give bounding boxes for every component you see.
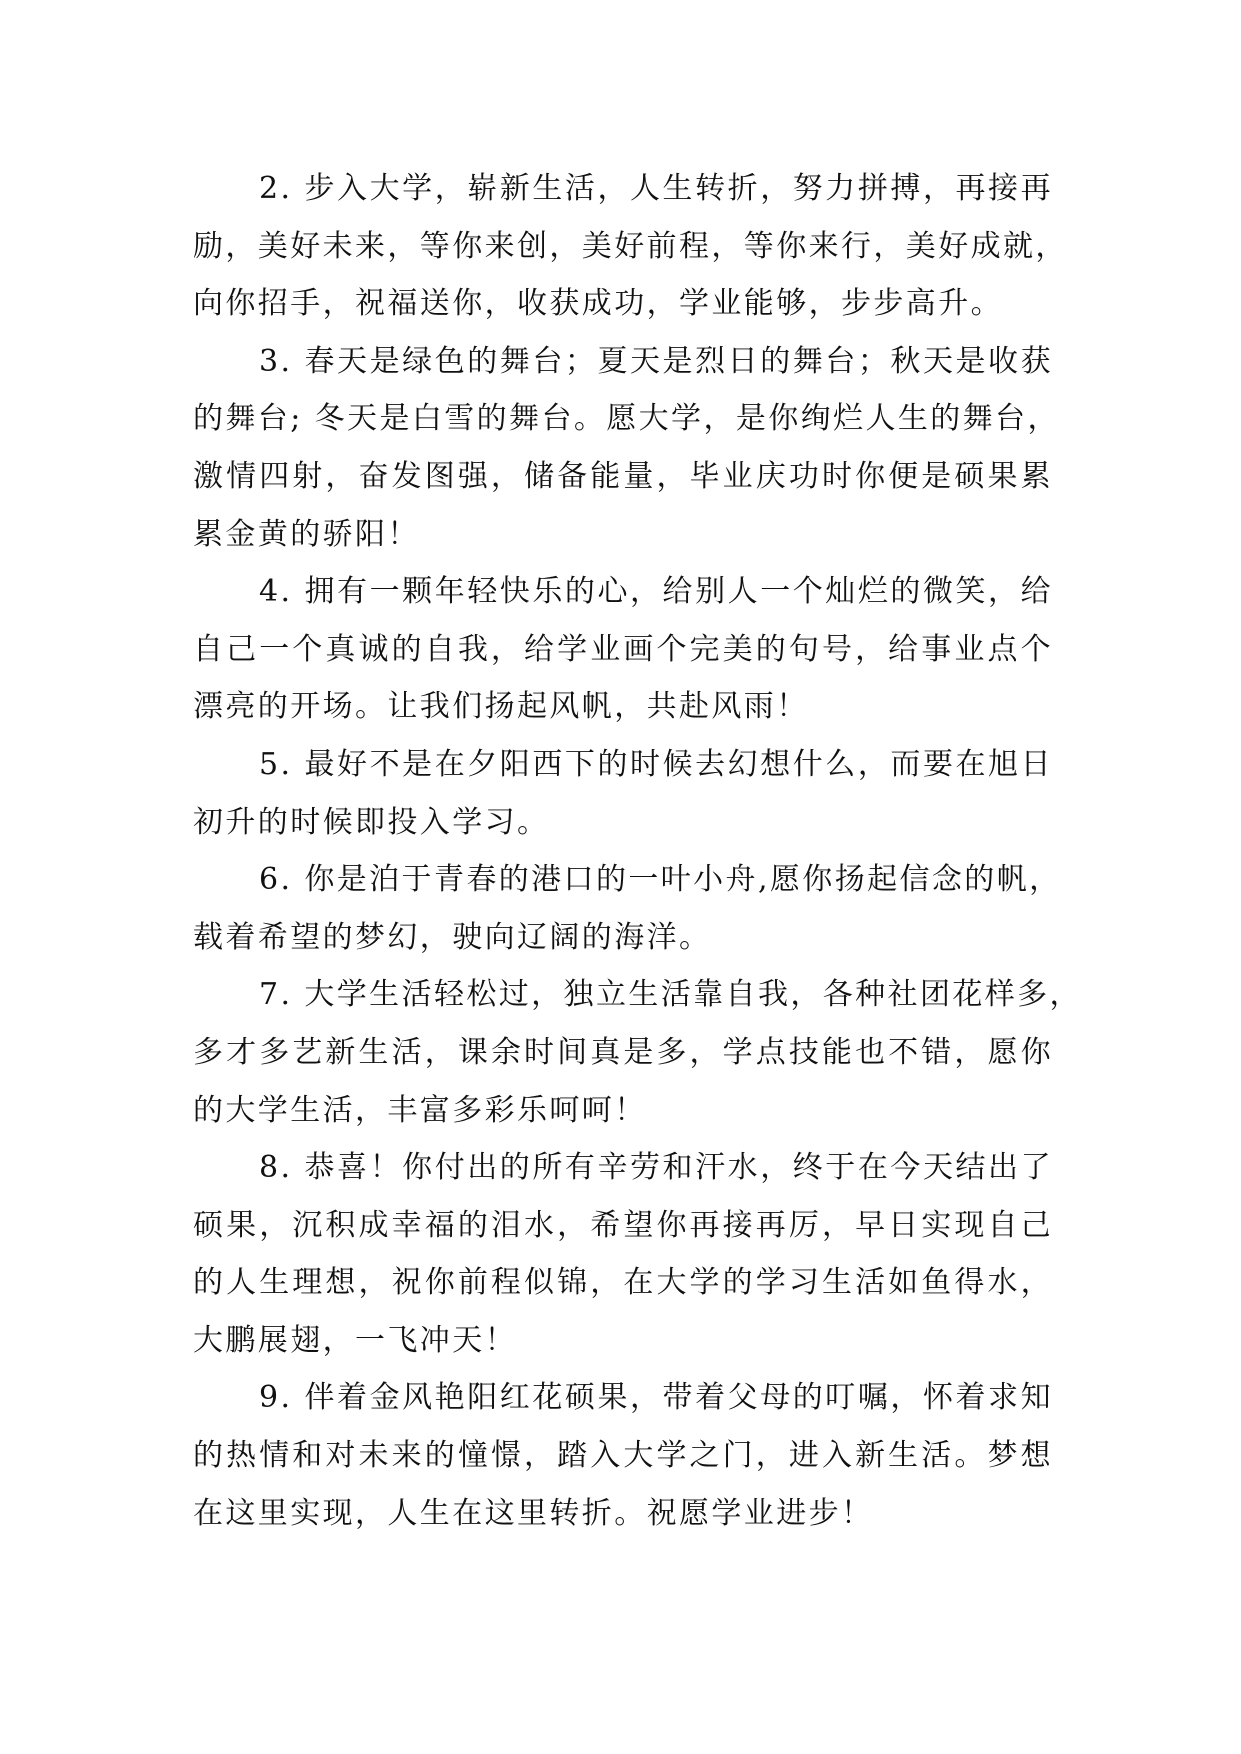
paragraph-line: 7. 大学生活轻松过，独立生活靠自我，各种社团花样多， <box>259 977 1082 1013</box>
paragraph-line: 6. 你是泊于青春的港口的一叶小舟,愿你扬起信念的帆， <box>259 862 1062 898</box>
paragraph-5 <box>193 736 1053 851</box>
paragraph-line: 硕果，沉积成幸福的泪水，希望你再接再厉，早日实现自己 <box>193 1207 1053 1243</box>
paragraph-line: 5. 最好不是在夕阳西下的时候去幻想什么，而要在旭日 <box>259 746 1053 782</box>
paragraph-line: 在这里实现，人生在这里转折。祝愿学业进步！ <box>193 1495 874 1531</box>
paragraph-4 <box>193 563 1053 736</box>
paragraph-line: 励，美好未来，等你来创，美好前程，等你来行，美好成就， <box>193 228 1068 264</box>
paragraph-line: 8. 恭喜！你付出的所有辛劳和汗水，终于在今天结出了 <box>259 1150 1053 1186</box>
paragraph-line: 的人生理想，祝你前程似锦，在大学的学习生活如鱼得水， <box>193 1265 1053 1301</box>
paragraph-line: 载着希望的梦幻，驶向辽阔的海洋。 <box>193 919 712 955</box>
paragraph-line: 自己一个真诚的自我，给学业画个完美的句号，给事业点个 <box>193 631 1053 667</box>
paragraph-line: 的热情和对未来的憧憬，踏入大学之门，进入新生活。梦想 <box>193 1438 1053 1474</box>
paragraph-line: 3. 春天是绿色的舞台；夏天是烈日的舞台；秋天是收获 <box>259 343 1053 379</box>
paragraph-line: 初升的时候即投入学习。 <box>193 804 550 840</box>
paragraph-9 <box>193 1369 1053 1542</box>
paragraph-line: 2. 步入大学，崭新生活，人生转折，努力拼搏，再接再 <box>259 171 1053 206</box>
paragraph-7 <box>193 966 1082 1139</box>
paragraph-line: 漂亮的开场。让我们扬起风帆，共赴风雨！ <box>193 689 809 725</box>
paragraph-line: 多才多艺新生活，课余时间真是多，学点技能也不错，愿你 <box>193 1034 1053 1070</box>
paragraph-8 <box>193 1139 1053 1369</box>
paragraph-line: 激情四射，奋发图强，储备能量，毕业庆功时你便是硕果累 <box>193 458 1053 494</box>
paragraph-line: 4. 拥有一颗年轻快乐的心，给别人一个灿烂的微笑，给 <box>259 574 1053 610</box>
paragraph-line: 大鹏展翅，一飞冲天！ <box>193 1322 517 1358</box>
paragraph-line: 向你招手，祝福送你，收获成功，学业能够，步步高升。 <box>193 286 1003 322</box>
paragraph-line: 9. 伴着金风艳阳红花硕果，带着父母的叮嘱，怀着求知 <box>259 1380 1053 1416</box>
paragraph-line: 累金黄的骄阳！ <box>193 516 420 552</box>
document-body <box>193 160 1082 1542</box>
paragraph-2 <box>193 160 1068 333</box>
paragraph-6 <box>193 851 1062 966</box>
paragraph-3 <box>193 333 1060 563</box>
paragraph-line: 的舞台; 冬天是白雪的舞台。愿大学，是你绚烂人生的舞台， <box>193 401 1060 437</box>
paragraph-line: 的大学生活，丰富多彩乐呵呵！ <box>193 1092 647 1128</box>
